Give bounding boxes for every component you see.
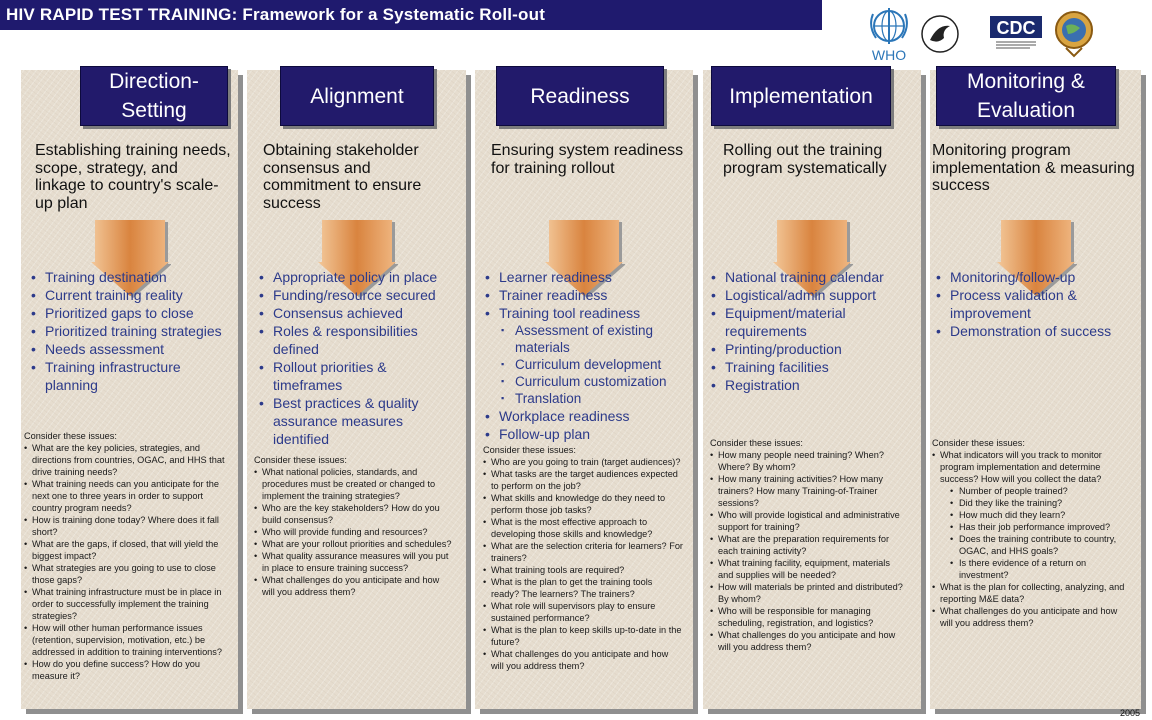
issues-block <box>254 454 454 598</box>
column-header: Readiness <box>496 66 664 126</box>
issue-item: • Who are you going to train (target audiences)? <box>483 456 683 468</box>
column-header: Alignment <box>280 66 434 126</box>
who-text: WHO <box>871 47 907 62</box>
key-element-item: • National training calendar <box>705 268 913 286</box>
column-3 <box>475 70 693 709</box>
key-elements-list <box>253 268 458 448</box>
issues-block <box>483 444 683 672</box>
issue-item: • What are your rollout priorities and schedules? <box>254 538 454 550</box>
issue-item: • What indicators will you track to monitor program implementation and determine success? How will you collect the data? <box>932 449 1128 485</box>
issue-item: • What is the plan to keep skills up-to-date in the future? <box>483 624 683 648</box>
key-element-item: • Monitoring/follow-up <box>930 268 1133 286</box>
page-title: HIV RAPID TEST TRAINING: Framework for a Systematic Roll-out <box>6 5 546 24</box>
issue-item: • What are the preparation requirements for each training activity? <box>710 533 906 557</box>
key-element-item: • Consensus achieved <box>253 304 458 322</box>
issues-block <box>932 437 1128 629</box>
issue-item: • Is there evidence of a return on investment? <box>932 557 1128 581</box>
issue-item: • What is the plan to get the training tools ready? The learners? The trainers? <box>483 576 683 600</box>
issue-item: • What strategies are you going to use to close those gaps? <box>24 562 234 586</box>
key-element-item: • Current training reality <box>25 286 230 304</box>
key-element-item: • Logistical/admin support <box>705 286 913 304</box>
key-element-item: • Training facilities <box>705 358 913 376</box>
key-element-item: • Best practices & quality assurance measures identified <box>253 394 458 448</box>
key-element-item: ▪ Translation <box>479 390 685 407</box>
issue-item: • What role will supervisors play to ensure sustained performance? <box>483 600 683 624</box>
key-element-item: • Training infrastructure planning <box>25 358 230 394</box>
key-element-item: • Prioritized gaps to close <box>25 304 230 322</box>
key-element-item: • Workplace readiness <box>479 407 685 425</box>
key-element-item: • Rollout priorities & timeframes <box>253 358 458 394</box>
key-elements-list <box>479 268 685 443</box>
issue-item: • Does the training contribute to country, OGAC, and HHS goals? <box>932 533 1128 557</box>
issues-heading: Consider these issues: <box>24 431 117 441</box>
issues-heading: Consider these issues: <box>483 445 576 455</box>
hhs-logo <box>920 14 960 54</box>
year-label: 2005 <box>1120 708 1141 718</box>
issues-heading: Consider these issues: <box>932 438 1025 448</box>
key-element-item: • Follow-up plan <box>479 425 685 443</box>
issue-item: • What are the key policies, strategies, and directions from countries, OGAC, and HHS that drive training needs? <box>24 442 234 478</box>
key-element-item: • Process validation & improvement <box>930 286 1133 322</box>
key-element-item: ▪ Assessment of existing materials <box>479 322 685 356</box>
key-elements-list <box>25 268 230 394</box>
issue-item: • Who will provide logistical and administrative support for training? <box>710 509 906 533</box>
issue-item: • What training tools are required? <box>483 564 683 576</box>
column-subtitle: Obtaining stakeholder consensus and commitment to ensure success <box>263 142 422 212</box>
globe-seal-logo <box>1052 8 1096 58</box>
key-element-item: • Prioritized training strategies <box>25 322 230 340</box>
issue-item: • How will other human performance issues (retention, supervision, motivation, etc.) be addressed in addition to training interventions? <box>24 622 234 658</box>
issue-item: • What challenges do you anticipate and how will you address them? <box>483 648 683 672</box>
key-element-item: ▪ Curriculum customization <box>479 373 685 390</box>
issue-item: • What tasks are the target audiences expected to perform on the job? <box>483 468 683 492</box>
column-5 <box>930 70 1141 709</box>
issues-heading: Consider these issues: <box>254 455 347 465</box>
issue-item: • What training infrastructure must be in place in order to successfully implement the training strategies? <box>24 586 234 622</box>
column-header: Direction-Setting <box>80 66 228 126</box>
title-bar <box>0 0 822 30</box>
issue-item: • How do you define success? How do you measure it? <box>24 658 234 682</box>
key-element-item: ▪ Curriculum development <box>479 356 685 373</box>
cdc-text: CDC <box>996 18 1036 38</box>
issue-item: • What training needs can you anticipate for the next one to three years in order to support country program needs? <box>24 478 234 514</box>
issue-item: • What training facility, equipment, materials and supplies will be needed? <box>710 557 906 581</box>
issue-item: • Did they like the training? <box>932 497 1128 509</box>
key-element-item: • Trainer readiness <box>479 286 685 304</box>
key-element-item: • Demonstration of success <box>930 322 1133 340</box>
key-element-item: • Appropriate policy in place <box>253 268 458 286</box>
issue-item: • What national policies, standards, and procedures must be created or changed to implement the training strategies? <box>254 466 454 502</box>
issue-item: • Who will be responsible for managing scheduling, registration, and logistics? <box>710 605 906 629</box>
issue-item: • What is the most effective approach to developing those skills and knowledge? <box>483 516 683 540</box>
issue-item: • What challenges do you anticipate and how will you address them? <box>932 605 1128 629</box>
issue-item: • What challenges do you anticipate and how will you address them? <box>254 574 454 598</box>
key-element-item: • Printing/production <box>705 340 913 358</box>
cdc-logo <box>990 16 1042 50</box>
column-header: Implementation <box>711 66 891 126</box>
issue-item: • How will materials be printed and distributed? By whom? <box>710 581 906 605</box>
key-element-item: • Learner readiness <box>479 268 685 286</box>
issue-item: • Who are the key stakeholders? How do you build consensus? <box>254 502 454 526</box>
who-logo <box>864 4 914 62</box>
issue-item: • What are the selection criteria for learners? For trainers? <box>483 540 683 564</box>
column-2 <box>247 70 466 709</box>
issue-item: • What skills and knowledge do they need to perform those job tasks? <box>483 492 683 516</box>
key-element-item: • Registration <box>705 376 913 394</box>
issue-item: • Has their job performance improved? <box>932 521 1128 533</box>
key-element-item: • Equipment/material requirements <box>705 304 913 340</box>
key-element-item: • Training tool readiness <box>479 304 685 322</box>
issue-item: • How many training activities? How many trainers? How many Training-of-Trainer sessions? <box>710 473 906 509</box>
issue-item: • What challenges do you anticipate and how will you address them? <box>710 629 906 653</box>
key-element-item: • Funding/resource secured <box>253 286 458 304</box>
key-element-item: • Needs assessment <box>25 340 230 358</box>
issue-item: • How much did they learn? <box>932 509 1128 521</box>
issue-item: • What are the gaps, if closed, that will yield the biggest impact? <box>24 538 234 562</box>
issue-item: • What quality assurance measures will you put in place to ensure training success? <box>254 550 454 574</box>
issue-item: • Who will provide funding and resources? <box>254 526 454 538</box>
column-subtitle: Monitoring program implementation & measuring success <box>932 142 1135 194</box>
issue-item: • How is training done today? Where does it fall short? <box>24 514 234 538</box>
issues-block <box>710 437 906 653</box>
column-header: Monitoring & Evaluation <box>936 66 1116 126</box>
issue-item: • Number of people trained? <box>932 485 1128 497</box>
key-elements-list <box>930 268 1133 340</box>
key-elements-list <box>705 268 913 394</box>
issue-item: • What is the plan for collecting, analyzing, and reporting M&E data? <box>932 581 1128 605</box>
issues-heading: Consider these issues: <box>710 438 803 448</box>
column-4 <box>703 70 921 709</box>
issues-block <box>24 430 234 682</box>
column-subtitle: Ensuring system readiness for training rollout <box>491 142 684 177</box>
key-element-item: • Training destination <box>25 268 230 286</box>
key-element-item: • Roles & responsibilities defined <box>253 322 458 358</box>
column-1 <box>21 70 238 709</box>
column-subtitle: Establishing training needs, scope, strategy, and linkage to country's scale-up plan <box>35 142 231 212</box>
logo-strip <box>864 4 1104 62</box>
column-subtitle: Rolling out the training program systematically <box>723 142 887 177</box>
issue-item: • How many people need training? When? Where? By whom? <box>710 449 906 473</box>
